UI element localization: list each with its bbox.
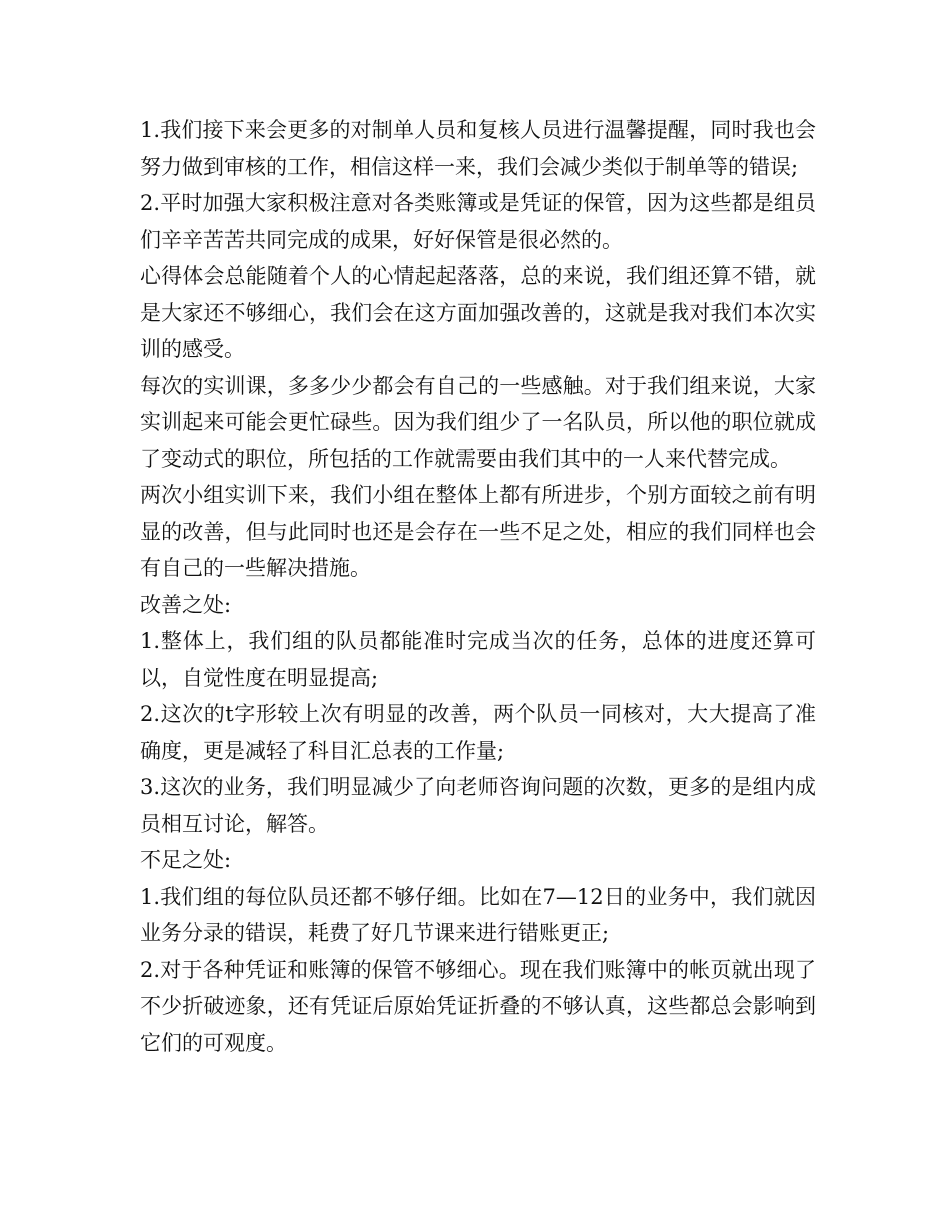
paragraph-progress: 两次小组实训下来，我们小组在整体上都有所进步，个别方面较之前有明显的改善，但与此同时也还是会存在一些不足之处，相应的我们同样也会有自己的一些解决措施。 — [140, 483, 816, 580]
improvement-item-3: 3.这次的业务，我们明显减少了向老师咨询问题的次数，更多的是组内成员相互讨论，解答。 — [140, 775, 816, 836]
paragraph-training-class: 每次的实训课，多多少少都会有自己的一些感触。对于我们组来说，大家实训起来可能会更忙碌些。因为我们组少了一名队员，所以他的职位就成了变动式的职位，所包括的工作就需要由我们其中的一人来代替完成。 — [140, 373, 816, 471]
paragraph-reminder: 1.我们接下来会更多的对制单人员和复核人员进行温馨提醒，同时我也会努力做到审核的工作，相信这样一来，我们会减少类似于制单等的错误; — [140, 118, 816, 179]
shortcoming-item-1: 1.我们组的每位队员还都不够仔细。比如在7—12日的业务中，我们就因业务分录的错误，耗费了好几节课来进行错账更正; — [140, 884, 816, 945]
improvement-item-2: 2.这次的t字形较上次有明显的改善，两个队员一同核对，大大提高了准确度，更是减轻了科目汇总表的工作量; — [140, 702, 816, 763]
improvement-item-1: 1.整体上，我们组的队员都能准时完成当次的任务，总体的进度还算可以，自觉性度在明显提高; — [140, 629, 816, 690]
heading-improvements: 改善之处: — [140, 592, 232, 617]
heading-shortcomings: 不足之处: — [140, 848, 232, 872]
paragraph-feelings: 心得体会总能随着个人的心情起起落落，总的来说，我们组还算不错，就是大家还不够细心，我们会在这方面加强改善的，这就是我对我们本次实训的感受。 — [140, 264, 816, 361]
document-body — [140, 112, 816, 1061]
paragraph-storage: 2.平时加强大家积极注意对各类账簿或是凭证的保管，因为这些都是组员们辛辛苦苦共同完成的成果，好好保管是很必然的。 — [140, 191, 816, 252]
shortcoming-item-2: 2.对于各种凭证和账簿的保管不够细心。现在我们账簿中的帐页就出现了不少折破迹象，还有凭证后原始凭证折叠的不够认真，这些都总会影响到它们的可观度。 — [140, 957, 816, 1055]
